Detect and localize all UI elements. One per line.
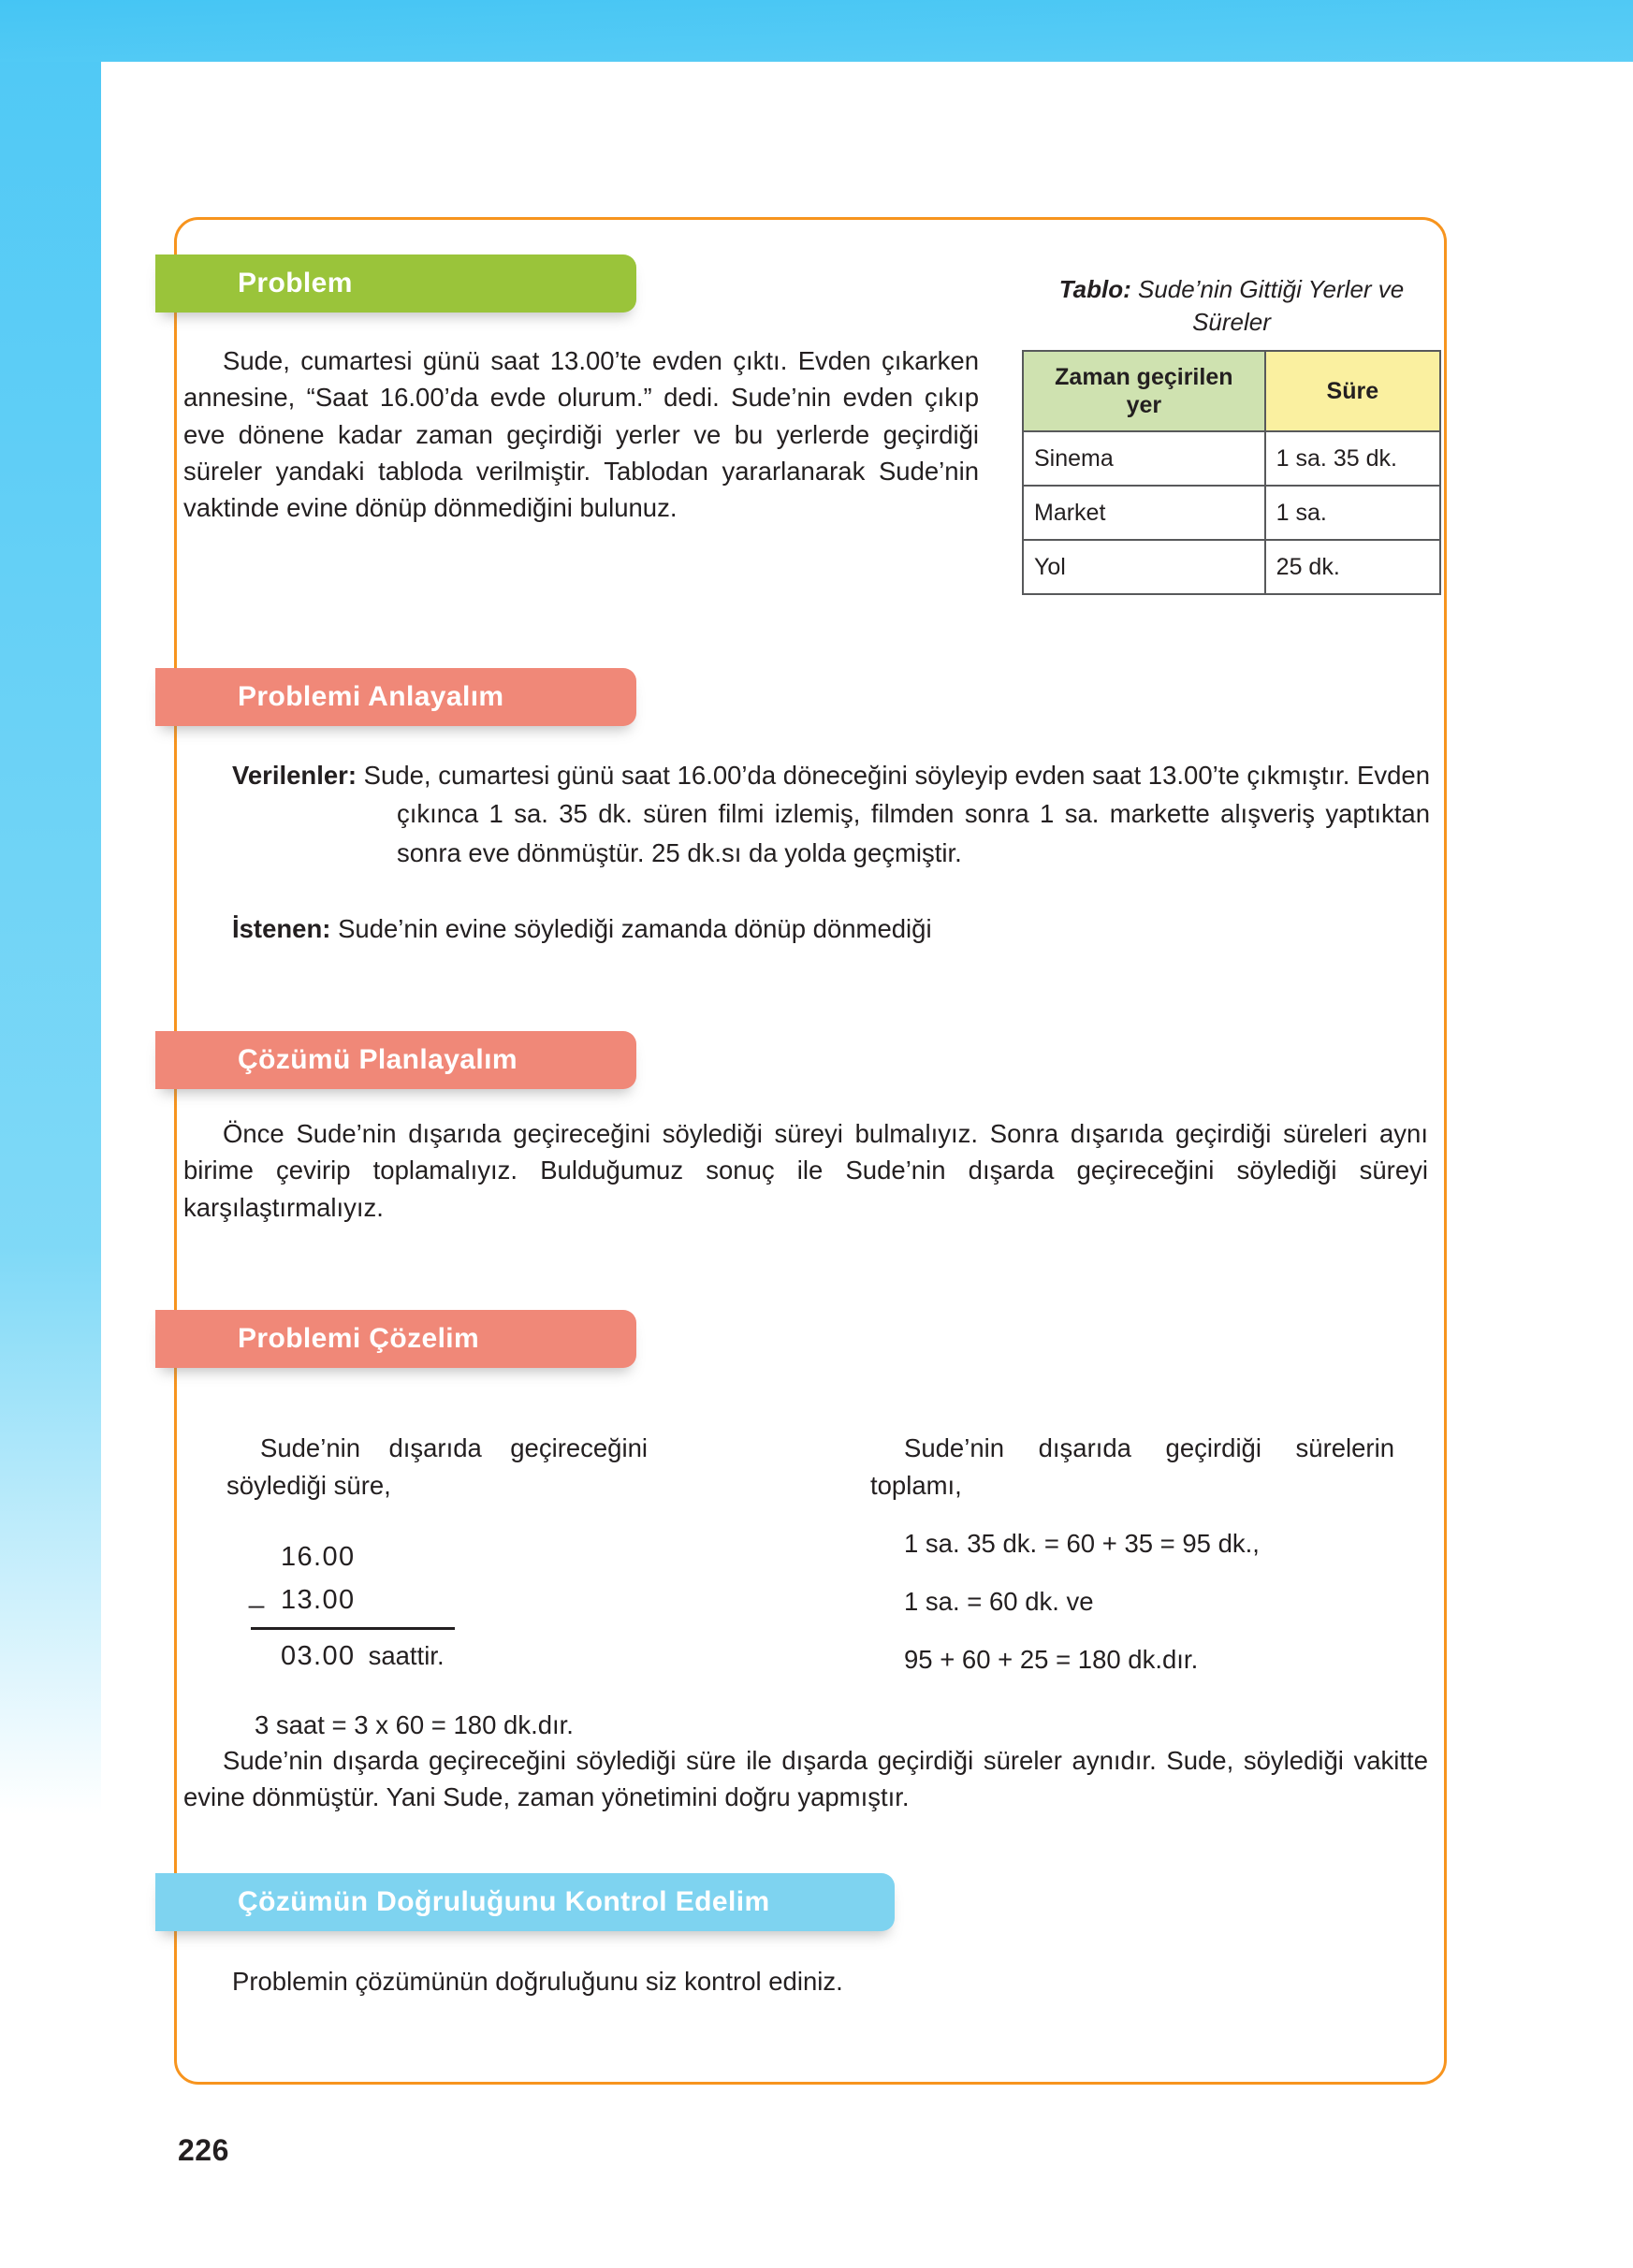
asked-block: [232, 910, 1430, 947]
subtraction-result-unit: saattir.: [368, 1641, 445, 1671]
minus-sign-icon: _: [249, 1578, 266, 1609]
table-block: [1022, 273, 1441, 595]
table-cell-duration: 1 sa.: [1265, 486, 1440, 540]
hours-to-minutes-conversion: 3 saat = 3 x 60 = 180 dk.dır.: [255, 1710, 574, 1740]
table-row: [1023, 431, 1440, 486]
table-header-duration: Süre: [1265, 351, 1440, 431]
page-number: 226: [178, 2133, 229, 2167]
subtraction-minuend: 16.00: [281, 1541, 356, 1572]
sum-line-1: 1 sa. 35 dk. = 60 + 35 = 95 dk.,: [904, 1528, 1260, 1558]
given-label: Verilenler:: [232, 761, 357, 790]
banner-solve-problem: [155, 1310, 636, 1368]
solution-conclusion: Sude’nin dışarda geçireceğini söylediği süre ile dışarda geçirdiği süreler aynıdır. Sude, söylediği vakitte evine dönmüştür. Yani Sude, zaman yönetimini doğru yapmıştır.: [183, 1746, 1428, 1812]
subtraction-result-row: [249, 1636, 648, 1679]
table-caption: [1022, 273, 1441, 339]
table-cell-place: Yol: [1023, 540, 1265, 594]
banner-understand-problem: [155, 668, 636, 726]
subtraction-rule: [251, 1627, 455, 1630]
solution-right-column: [870, 1430, 1394, 1678]
blue-side-decoration: [0, 0, 101, 2268]
given-block: [232, 756, 1430, 872]
subtraction-stack: [249, 1536, 648, 1746]
subtraction-subtrahend-row: [249, 1579, 648, 1622]
table-caption-rest: Sude’nin Gittiği Yerler ve Süreler: [1130, 275, 1405, 337]
sum-line-3: 95 + 60 + 25 = 180 dk.dır.: [904, 1644, 1199, 1674]
subtraction-minuend-row: [249, 1536, 648, 1579]
table-row: [1023, 486, 1440, 540]
banner-check-label: Çözümün Doğruluğunu Kontrol Edelim: [238, 1886, 770, 1917]
banner-check-solution: [155, 1873, 895, 1931]
table-cell-place: Sinema: [1023, 431, 1265, 486]
sum-line-2: 1 sa. = 60 dk. ve: [904, 1586, 1094, 1616]
banner-plan-solution: [155, 1031, 636, 1089]
plan-text: Önce Sude’nin dışarıda geçireceğini söylediği süreyi bulmalıyız. Sonra dışarıda geçirdiği süreleri aynı birime çevirip toplamalıyız. Bulduğumuz sonuç ile Sude’nin dışarda geçireceğini söylediği süreyi karşılaştırmalıyız.: [183, 1119, 1428, 1222]
problem-statement: Sude, cumartesi günü saat 13.00’te evden çıktı. Evden çıkarken annesine, “Saat 16.00’da evde olurum.” dedi. Sude’nin evden çıkıp eve dönene kadar zaman geçirdiği yerler ve bu yerlerde geçirdiği süreler yandaki tabloda verilmiştir. Tablodan yararlanarak Sude’nin vaktinde evine dönüp dönmediğini bulunuz.: [183, 346, 979, 523]
asked-label: İstenen:: [232, 914, 331, 943]
banner-problem-label: Problem: [238, 268, 353, 298]
given-text: Sude, cumartesi günü saat 16.00’da döneceğini söyleyip evden saat 13.00’te çıkmıştır. Evden çıkınca 1 sa. 35 dk. süren filmi izlemiş, filmden sonra 1 sa. markette alışveriş yaptıktan sonra eve dönmüştür. 25 dk.sı da yolda geçmiştir.: [357, 761, 1430, 867]
table-cell-place: Market: [1023, 486, 1265, 540]
table-header-row: [1023, 351, 1440, 431]
solution-left-column: [226, 1430, 648, 1746]
banner-understand-label: Problemi Anlayalım: [238, 681, 504, 712]
subtraction-subtrahend: 13.00: [281, 1584, 356, 1615]
durations-table: [1022, 350, 1441, 595]
banner-solve-label: Problemi Çözelim: [238, 1323, 480, 1354]
solution-right-lead: Sude’nin dışarıda geçirdiği sürelerin toplamı,: [870, 1433, 1394, 1500]
banner-plan-label: Çözümü Planlayalım: [238, 1044, 518, 1075]
subtraction-result: 03.00: [281, 1641, 356, 1672]
check-text: Problemin çözümünün doğruluğunu siz kontrol ediniz.: [232, 1967, 843, 1996]
table-caption-strong: Tablo:: [1058, 275, 1131, 303]
table-cell-duration: 1 sa. 35 dk.: [1265, 431, 1440, 486]
table-cell-duration: 25 dk.: [1265, 540, 1440, 594]
table-header-place: Zaman geçirilen yer: [1023, 351, 1265, 431]
solution-left-lead: Sude’nin dışarıda geçireceğini söylediği süre,: [226, 1433, 648, 1500]
table-row: [1023, 540, 1440, 594]
asked-text: Sude’nin evine söylediği zamanda dönüp dönmediği: [330, 914, 932, 943]
banner-problem: [155, 254, 636, 313]
